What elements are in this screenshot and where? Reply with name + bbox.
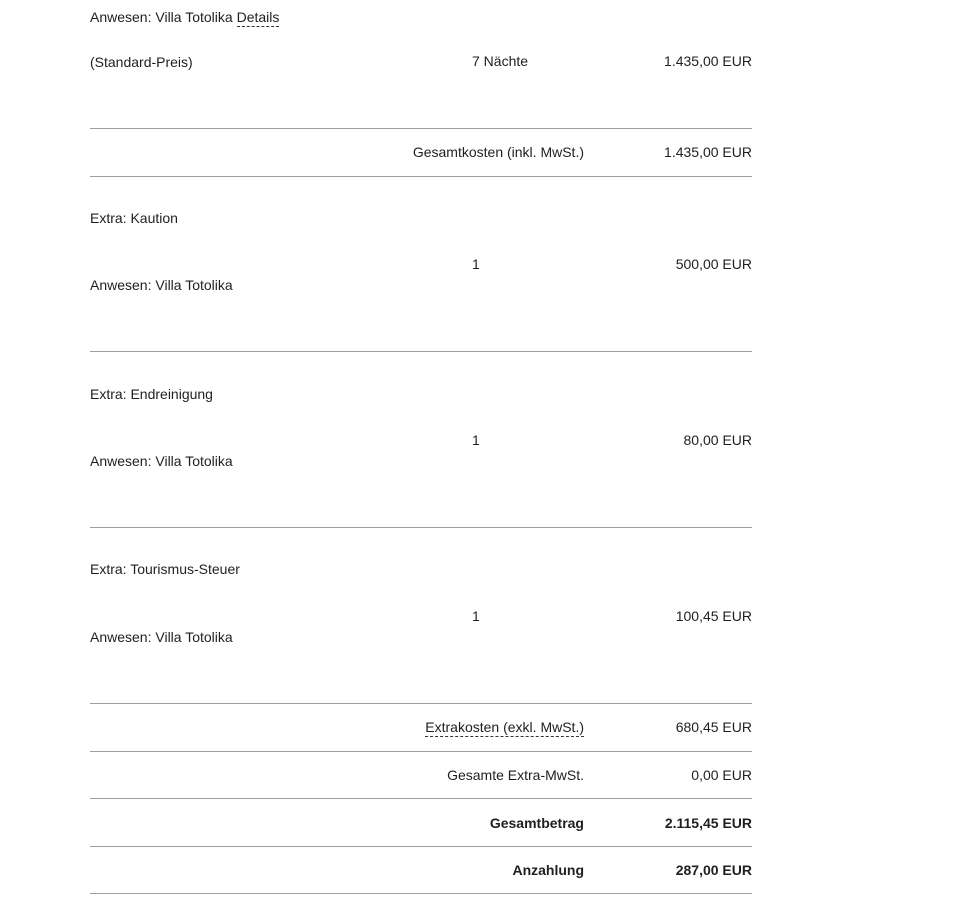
total-cost-label: Gesamtkosten (inkl. MwSt.) <box>412 144 584 160</box>
divider <box>90 893 752 894</box>
deposit-amount: 287,00 EUR <box>675 862 752 878</box>
property-label: Anwesen: Villa Totolika <box>90 9 233 25</box>
property-header <box>90 8 279 26</box>
extra-title: Extra: Endreinigung <box>90 386 213 402</box>
extra-vat-amount: 0,00 EUR <box>691 767 752 783</box>
rate-amount: 1.435,00 EUR <box>664 53 752 69</box>
extra-amount: 80,00 EUR <box>683 432 752 448</box>
extra-property: Anwesen: Villa Totolika <box>90 629 233 645</box>
divider <box>90 703 752 704</box>
extra-qty: 1 <box>472 432 480 448</box>
extra-costs-label[interactable]: Extrakosten (exkl. MwSt.) <box>425 719 584 735</box>
details-link[interactable]: Details <box>236 9 280 25</box>
divider <box>90 751 752 752</box>
divider <box>90 176 752 177</box>
divider <box>90 128 752 129</box>
divider <box>90 527 752 528</box>
divider <box>90 798 752 799</box>
extra-property: Anwesen: Villa Totolika <box>90 453 233 469</box>
total-cost-amount: 1.435,00 EUR <box>664 144 752 160</box>
extra-title: Extra: Kaution <box>90 210 178 226</box>
extra-property: Anwesen: Villa Totolika <box>90 277 233 293</box>
extra-costs-row <box>300 718 584 736</box>
divider <box>90 846 752 847</box>
deposit-label: Anzahlung <box>512 862 584 878</box>
extra-amount: 500,00 EUR <box>675 256 752 272</box>
extra-vat-label: Gesamte Extra-MwSt. <box>447 767 584 783</box>
extra-amount: 100,45 EUR <box>675 608 752 624</box>
grand-total-label: Gesamtbetrag <box>489 815 584 831</box>
extra-qty: 1 <box>472 608 480 624</box>
nights-value: 7 Nächte <box>472 53 529 69</box>
extra-costs-amount: 680,45 EUR <box>675 719 752 735</box>
grand-total-amount: 2.115,45 EUR <box>664 815 752 831</box>
divider <box>90 351 752 352</box>
rate-label: (Standard-Preis) <box>90 54 193 70</box>
extra-qty: 1 <box>472 256 480 272</box>
extra-title: Extra: Tourismus-Steuer <box>90 561 240 577</box>
